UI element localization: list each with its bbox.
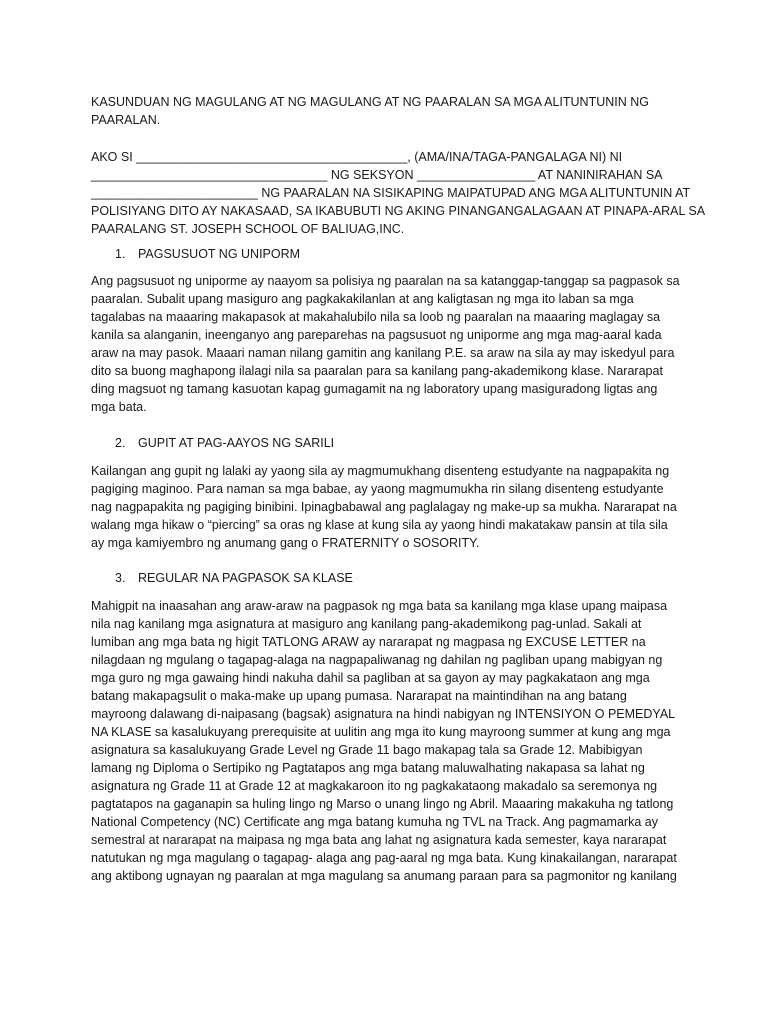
body-line: pagiging maginoo. Para naman sa mga babae, ay yaong magmumukha rin silang disenteng estudyante <box>91 482 664 496</box>
body-line: asignatura ng Grade 11 at Grade 12 at magkakaroon ito ng pagkakataong makadalo sa seremonya ng <box>91 779 658 793</box>
body-line: asignatura sa kasalukuyang Grade Level ng Grade 11 bago makapag tala sa Grade 12. Mabibigyan <box>91 743 643 757</box>
body-line: pagtatapos na gaganapin sa huling lingo ng Marso o unang lingo ng Abril. Maaaring makakuha ng tatlong <box>91 797 674 811</box>
body-line: walang mga hikaw o “piercing” sa oras ng klase at kung sila ay yaong hindi makatakaw pansin at tila sila <box>91 518 668 532</box>
intro-line: AKO SI _______________________________________, (AMA/INA/TAGA-PANGALAGA NI) NI <box>91 150 623 164</box>
body-line: National Competency (NC) Certificate ang mga batang kumuha ng TVL na Track. Ang pagmamarka ay <box>91 815 658 829</box>
body-line: NA KLASE sa kasalukuyang prerequisite at uulitin ang mga ito kung mayroong summer at kung ang mga <box>91 725 671 739</box>
body-line: araw na may pasok. Maaari naman nilang gamitin ang kanilang P.E. sa araw na sila ay may iskedyul para <box>91 346 675 360</box>
body-line: Kailangan ang gupit ng lalaki ay yaong sila ay magmumukhang disenteng estudyante na nagpapakita ng <box>91 464 670 478</box>
body-line: ding magsuot ng tamang kasuotan kapag gumagamit na ng laboratory upang masiguradong ligtas ang <box>91 382 658 396</box>
body-line: mayroong dalawang di-naipasang (bagsak) asignatura na hindi nabigyan ng INTENSIYON O PEMEDYAL <box>91 707 676 721</box>
body-line: ay mga kamiyembro ng anumang gang o FRATERNITY o SOSORITY. <box>91 536 480 550</box>
body-line: natutukan ng mga magulang o tagapag- alaga ang pag-aaral ng mga bata. Kung kinakailangan, nararapat <box>91 851 677 865</box>
title-line: KASUNDUAN NG MAGULANG AT NG MAGULANG AT NG PAARALAN SA MGA ALITUNTUNIN NG <box>91 95 649 109</box>
section-title: GUPIT AT PAG-AAYOS NG SARILI <box>138 436 335 450</box>
intro-line: ________________________ NG PAARALAN NA SISIKAPING MAIPATUPAD ANG MGA ALITUNTUNIN AT <box>91 186 691 200</box>
body-line: kanila sa alanganin, ineenganyo ang pareparehas na pagsusuot ng uniporme ang mga mag-aaral kada <box>91 328 662 342</box>
body-line: mga guro ng mga gawaing hindi nakuha dahil sa pagliban at sa gayon ay may pagkakataon ang mga <box>91 671 650 685</box>
body-line: paaralan. Subalit upang masiguro ang pagkakakilanlan at ang kaligtasan ng mga ito laban sa mga <box>91 292 634 306</box>
body-line: dito sa buong maghapong ilalagi nila sa paaralan para sa kanilang pang-akademikong klase. Nararapat <box>91 364 663 378</box>
body-line: tagalabas na maaaring makapasok at makahalubilo nila sa loob ng paaralan na maaaring maglagay sa <box>91 310 661 324</box>
section-heading-uniform <box>115 245 300 263</box>
title-line: PAARALAN. <box>91 113 161 127</box>
body-line: Mahigpit na inaasahan ang araw-araw na pagpasok ng mga bata sa kanilang mga klase upang maipasa <box>91 599 668 613</box>
intro-paragraph <box>91 148 706 238</box>
document-title <box>91 93 691 129</box>
section-title: PAGSUSUOT NG UNIPORM <box>138 247 301 261</box>
section-heading-grooming <box>115 434 334 452</box>
body-line: Ang pagsusuot ng uniporme ay naayom sa polisiya ng paaralan na sa katanggap-tanggap sa pagpasok sa <box>91 274 680 288</box>
intro-line: PAARALANG ST. JOSEPH SCHOOL OF BALIUAG,INC. <box>91 222 405 236</box>
section-body-grooming <box>91 462 691 552</box>
section-title: REGULAR NA PAGPASOK SA KLASE <box>138 571 353 585</box>
body-line: nila nag kanilang mga asignatura at masiguro ang kanilang pang-akademikong pag-unlad. Sakali at <box>91 617 642 631</box>
section-body-uniform <box>91 272 691 416</box>
intro-line: POLISIYANG DITO AY NAKASAAD, SA IKABUBUTI NG AKING PINANGANGALAGAAN AT PINAPA-ARAL SA <box>91 204 706 218</box>
body-line: nilagdaan ng mgulang o tagapag-alaga na nagpapaliwanag ng dahilan ng pagliban upang mabigyan ng <box>91 653 663 667</box>
body-line: lumiban ang mga bata ng higit TATLONG ARAW ay nararapat ng magpasa ng EXCUSE LETTER na <box>91 635 646 649</box>
section-heading-attendance <box>115 569 353 587</box>
body-line: semestral at nararapat na maipasa ng mga bata ang lahat ng asignatura kada semester, kaya nararapat <box>91 833 667 847</box>
section-body-attendance <box>91 597 691 885</box>
body-line: mga bata. <box>91 400 147 414</box>
body-line: ang aktibong ugnayan ng paaralan at mga magulang sa anumang paraan para sa pagmonitor ng kanilang <box>91 869 677 883</box>
section-number: 2. <box>115 436 126 450</box>
body-line: batang makapagsulit o maka-make up upang pumasa. Nararapat na maintindihan na ang batang <box>91 689 627 703</box>
section-number: 1. <box>115 247 126 261</box>
body-line: lamang ng Diploma o Sertipiko ng Pagtatapos ang mga batang maluwalhating nakapasa sa lahat ng <box>91 761 645 775</box>
intro-line: __________________________________ NG SEKSYON _________________ AT NANINIRAHAN SA <box>91 168 663 182</box>
section-number: 3. <box>115 571 126 585</box>
body-line: nag nagpapakita ng pagiging binibini. Ipinagbabawal ang paglalagay ng make-up sa mukha. Nararapat na <box>91 500 677 514</box>
